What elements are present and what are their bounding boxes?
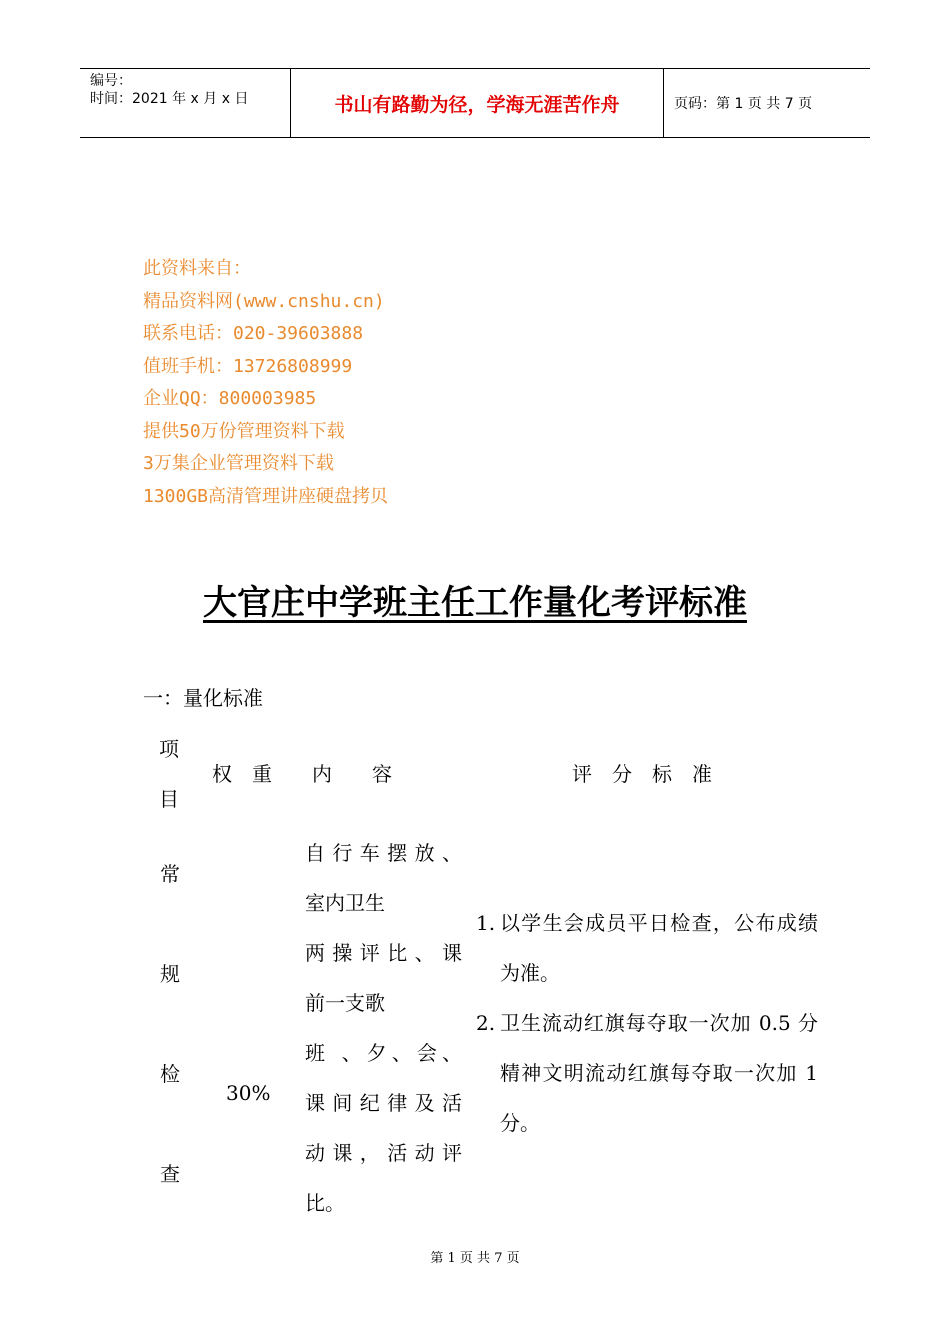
time-label: 时间：2021 年 x 月 x 日 [90, 91, 249, 107]
content-line: 自行车摆放、 [305, 841, 462, 865]
header-motto: 书山有路勤为径，学海无涯苦作舟 [291, 69, 664, 137]
content-line: 课间纪律及活 [305, 1091, 462, 1115]
promo-line: 精品资料网(www.cnshu.cn) [143, 290, 385, 312]
content-cell [305, 828, 462, 1228]
content-line: 两操评比、课 [305, 941, 462, 965]
item-char: 检 [160, 1062, 180, 1086]
criteria-number: 2. [476, 1011, 496, 1035]
criteria-cell [476, 898, 818, 1148]
header-item-top: 项 [159, 737, 179, 761]
content-line: 比。 [305, 1191, 345, 1215]
criteria-item [476, 898, 818, 998]
content-line: 动课，活动评 [305, 1141, 462, 1165]
document-title: 大官庄中学班主任工作量化考评标准 [203, 583, 747, 623]
content-line: 班 、夕、会、 [305, 1041, 462, 1065]
header-criteria: 评 分 标 准 [572, 762, 712, 786]
header-weight: 权 重 [212, 762, 272, 786]
page-footer: 第 1 页 共 7 页 [430, 1251, 520, 1266]
content-line: 室内卫生 [305, 891, 385, 915]
promo-line: 3万集企业管理资料下载 [143, 453, 334, 474]
code-label: 编号： [90, 73, 132, 89]
header-content: 内 容 [312, 762, 392, 786]
promo-line: 企业QQ：800003985 [143, 388, 317, 409]
promo-line: 此资料来自： [143, 258, 251, 279]
weight-value: 30% [226, 1081, 271, 1105]
item-char: 常 [160, 862, 180, 886]
criteria-text: 卫生流动红旗每夺取一次加 0.5 分精神文明流动红旗每夺取一次加 1 分。 [500, 1011, 818, 1135]
content-line: 前一支歌 [305, 991, 385, 1015]
promo-line: 提供50万份管理资料下载 [143, 420, 345, 442]
promo-block [143, 253, 388, 513]
header-item-bottom: 目 [159, 787, 179, 811]
header-page-label: 页码：第 1 页 共 7 页 [674, 96, 813, 112]
item-char: 查 [160, 1162, 180, 1186]
promo-line: 1300GB高清管理讲座硬盘拷贝 [143, 485, 389, 507]
item-char: 规 [160, 962, 180, 986]
criteria-number: 1. [476, 911, 496, 935]
promo-line: 联系电话：020-39603888 [143, 323, 364, 344]
promo-line: 值班手机：13726808999 [143, 355, 353, 377]
header-meta [80, 69, 291, 137]
criteria-text: 以学生会成员平日检查，公布成绩为准。 [500, 911, 818, 985]
criteria-item [476, 998, 818, 1148]
section-heading: 一：量化标准 [143, 686, 263, 710]
page-header [80, 68, 870, 138]
